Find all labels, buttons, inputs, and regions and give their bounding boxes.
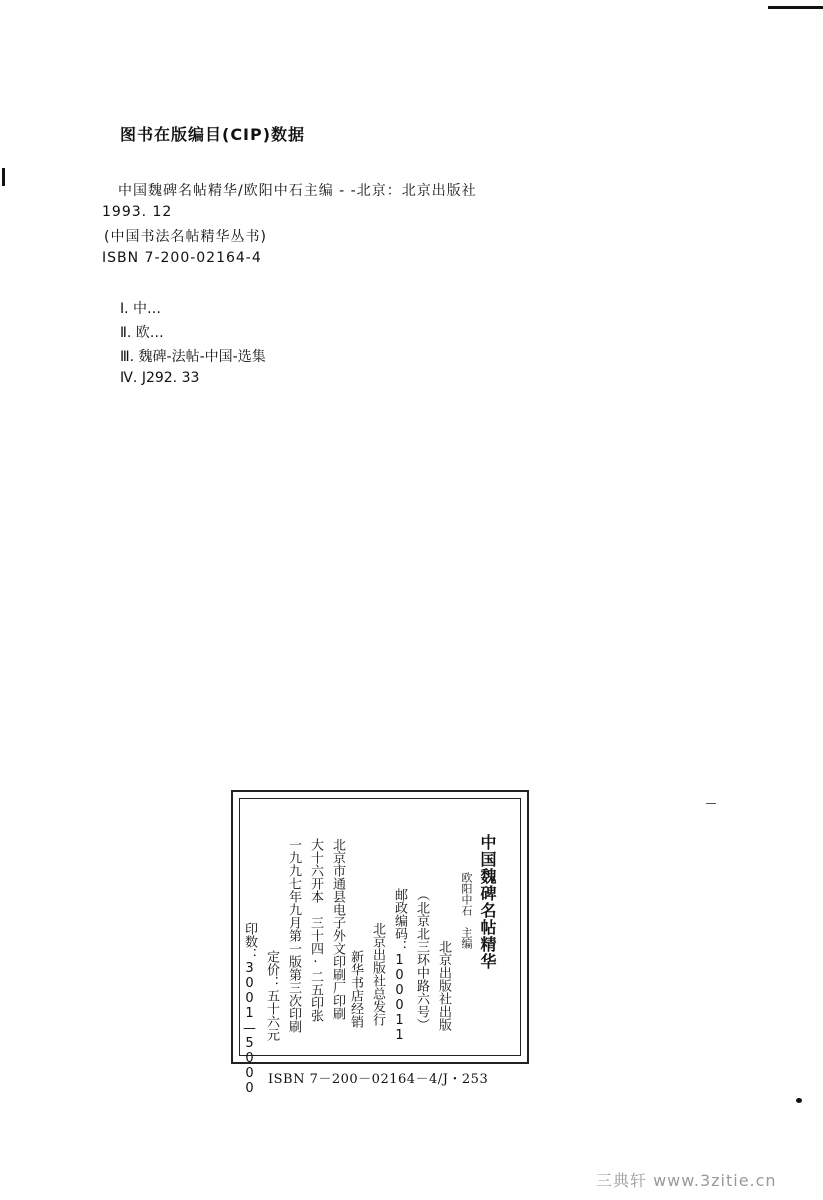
cip-title: 图书在版编目(CIP)数据 xyxy=(120,125,306,144)
cip-line-date: 1993. 12 xyxy=(102,204,173,220)
scan-mark-left xyxy=(2,168,5,186)
isbn-footer: ISBN 7－200－02164－4/J・253 xyxy=(268,1072,489,1087)
colophon-price: 定价：五十六元 xyxy=(264,950,279,1041)
colophon-postcode: 邮政编码：100011 xyxy=(392,888,407,1043)
cip-line-series: (中国书法名帖精华丛书) xyxy=(104,229,267,245)
watermark: 三典轩 www.3zitie.cn xyxy=(596,1171,777,1190)
colophon-book-title: 中国魏碑名帖精华 xyxy=(478,834,497,970)
cip-class-2: Ⅱ. 欧… xyxy=(120,325,164,341)
colophon-printer: 北京市通县电子外文印刷厂印刷 xyxy=(330,838,345,1020)
colophon-edition: 一九九七年九月第一版第三次印刷 xyxy=(286,838,301,1033)
scan-speck-right xyxy=(796,1098,802,1103)
scan-mark-top-right xyxy=(768,6,823,9)
cip-class-3: Ⅲ. 魏碑-法帖-中国-选集 xyxy=(120,349,266,365)
cip-class-1: Ⅰ. 中… xyxy=(120,301,162,317)
colophon-print-run: 印数：3001—5000 xyxy=(242,922,257,1096)
cip-class-4: Ⅳ. J292. 33 xyxy=(120,370,200,386)
colophon-issuer: 北京出版社总发行 xyxy=(370,922,385,1026)
colophon-distributor: 新华书店经销 xyxy=(348,950,363,1028)
cip-line-title-author: 中国魏碑名帖精华/欧阳中石主编 - -北京：北京出版社 xyxy=(118,183,477,199)
scan-speck-mid xyxy=(706,803,716,804)
colophon-address: （北京北三环中路六号） xyxy=(414,888,429,1031)
colophon-publisher: 北京出版社出版 xyxy=(436,940,451,1031)
colophon-editor: 欧阳中石 主编 xyxy=(460,872,473,949)
cip-line-isbn: ISBN 7-200-02164-4 xyxy=(102,250,262,266)
colophon-format: 大十六开本 三十四·二五印张 xyxy=(308,838,323,1022)
